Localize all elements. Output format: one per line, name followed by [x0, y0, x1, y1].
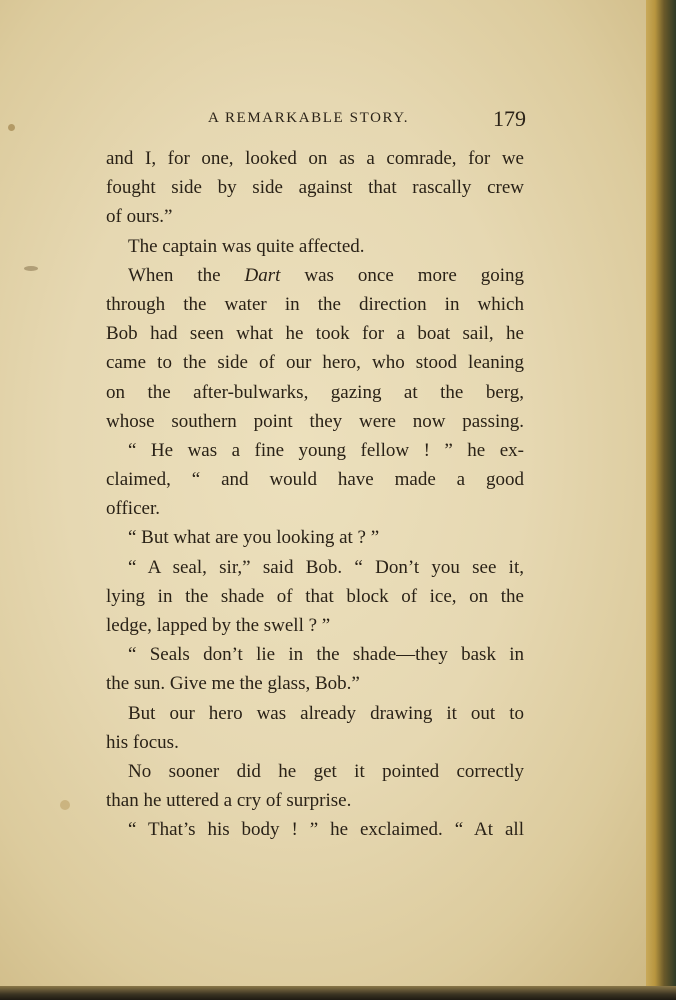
text-line: “ That’s his body ! ” he exclaimed. “ At all: [128, 819, 524, 841]
text-line: than he uttered a cry of surprise.: [106, 790, 352, 812]
text-line: officer.: [106, 498, 160, 520]
foxing-spot: [8, 124, 15, 131]
ship-name-line: When the Dart was once more going: [128, 264, 525, 286]
text-line: Bob had seen what he took for a boat sail, he: [106, 323, 524, 345]
text-line: “ Seals don’t lie in the shade—they bask in: [128, 644, 524, 666]
text-line: “ He was a fine young fellow ! ” he ex-: [128, 439, 524, 461]
text-line: “ But what are you looking at ? ”: [128, 527, 380, 549]
foxing-spot: [60, 800, 70, 810]
page-header: [108, 106, 526, 132]
text-line: on the after-bulwarks, gazing at the berg,: [106, 381, 524, 403]
text-line: But our hero was already drawing it out to: [128, 702, 524, 724]
body-text: [106, 144, 524, 845]
running-head: A REMARKABLE STORY.: [208, 110, 410, 126]
text-line: The captain was quite affected.: [128, 235, 365, 257]
text-line: [106, 261, 524, 290]
text-line: his focus.: [106, 731, 179, 753]
text-line: the sun. Give me the glass, Bob.”: [106, 673, 360, 695]
text-line: “ A seal, sir,” said Bob. “ Don’t you see it,: [128, 556, 524, 578]
ship-name: Dart: [244, 264, 281, 286]
page-bottom-edge: [0, 986, 676, 1000]
foxing-spot: [24, 266, 38, 271]
text-line: whose southern point they were now passing.: [106, 410, 524, 432]
text-line: lying in the shade of that block of ice, on the: [106, 585, 524, 607]
text-line: through the water in the direction in which: [106, 293, 524, 315]
text-line: claimed, “ and would have made a good: [106, 469, 524, 491]
text-line: came to the side of our hero, who stood leaning: [106, 352, 524, 374]
text-line: No sooner did he get it pointed correctly: [128, 760, 524, 782]
page-number: 179: [493, 106, 526, 131]
page-edge-shadow: [646, 0, 676, 1000]
text-line: of ours.”: [106, 206, 173, 228]
text-line: and I, for one, looked on as a comrade, for we: [106, 148, 524, 169]
text-line: fought side by side against that rascally crew: [106, 177, 524, 199]
text-line: ledge, lapped by the swell ? ”: [106, 615, 331, 636]
